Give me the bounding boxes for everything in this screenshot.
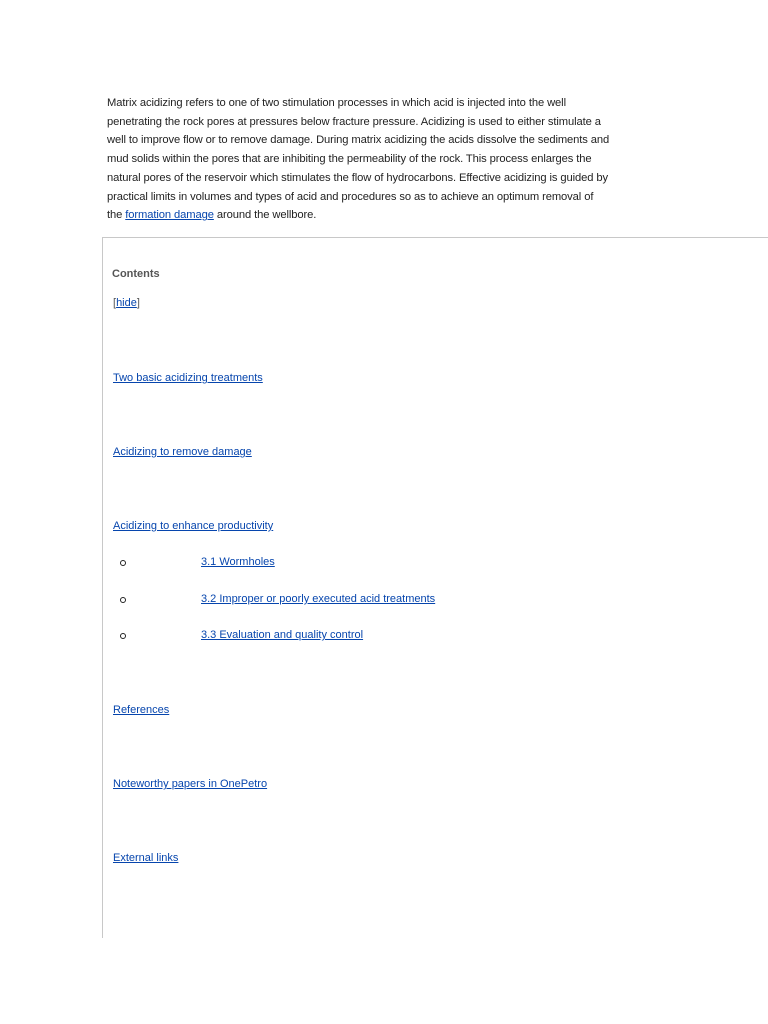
circle-bullet-icon: [120, 560, 126, 566]
intro-line: well to improve flow or to remove damage. During matrix acidizing the acids dissolve the sediments and: [107, 134, 610, 147]
intro-text: around the wellbore.: [213, 209, 317, 222]
toc-item-two-basic-acidizing-treatments[interactable]: Two basic acidizing treatments: [113, 372, 263, 384]
toc-item-acidizing-to-remove-damage[interactable]: Acidizing to remove damage: [113, 446, 252, 458]
circle-bullet-icon: [120, 633, 126, 639]
toc-subitem-evaluation-quality-control: [103, 629, 703, 645]
intro-text: the: [107, 209, 126, 222]
intro-line: natural pores of the reservoir which stimulates the flow of hydrocarbons. Effective acidizing is guided by: [107, 171, 608, 184]
intro-paragraph: [107, 94, 667, 225]
circle-bullet-icon: [120, 597, 126, 603]
toc-item-references[interactable]: References: [113, 704, 170, 716]
toc-item-noteworthy-papers[interactable]: Noteworthy papers in OnePetro: [113, 778, 268, 790]
toc-item-external-links[interactable]: External links: [113, 852, 179, 864]
toc-hide-link[interactable]: hide: [116, 297, 137, 309]
intro-line: practical limits in volumes and types of acid and procedures so as to achieve an optimum removal of: [107, 190, 594, 203]
formation-damage-link[interactable]: formation damage: [125, 209, 214, 222]
toc-hide-toggle: [113, 297, 140, 309]
toc-subitem-link[interactable]: 3.1 Wormholes: [201, 556, 275, 568]
toc-subitem-improper-treatments: [103, 593, 703, 609]
intro-line: Matrix acidizing refers to one of two stimulation processes in which acid is injected into the well: [107, 97, 566, 109]
table-of-contents: [102, 237, 768, 938]
toc-title: Contents: [112, 268, 160, 280]
toc-item-acidizing-to-enhance-productivity[interactable]: Acidizing to enhance productivity: [113, 520, 274, 532]
toc-hide-bracket: ]: [136, 297, 140, 309]
intro-line-last: [107, 206, 667, 225]
intro-line: mud solids within the pores that are inhibiting the permeability of the rock. This process enlarges the: [107, 153, 592, 166]
intro-line: penetrating the rock pores at pressures below fracture pressure. Acidizing is used to either stimulate a: [107, 115, 601, 128]
toc-subitem-link[interactable]: 3.2 Improper or poorly executed acid treatments: [201, 593, 436, 605]
toc-subitem-link[interactable]: 3.3 Evaluation and quality control: [201, 629, 364, 641]
toc-hide-bracket: [: [113, 297, 117, 309]
toc-subitem-wormholes: [103, 556, 703, 572]
